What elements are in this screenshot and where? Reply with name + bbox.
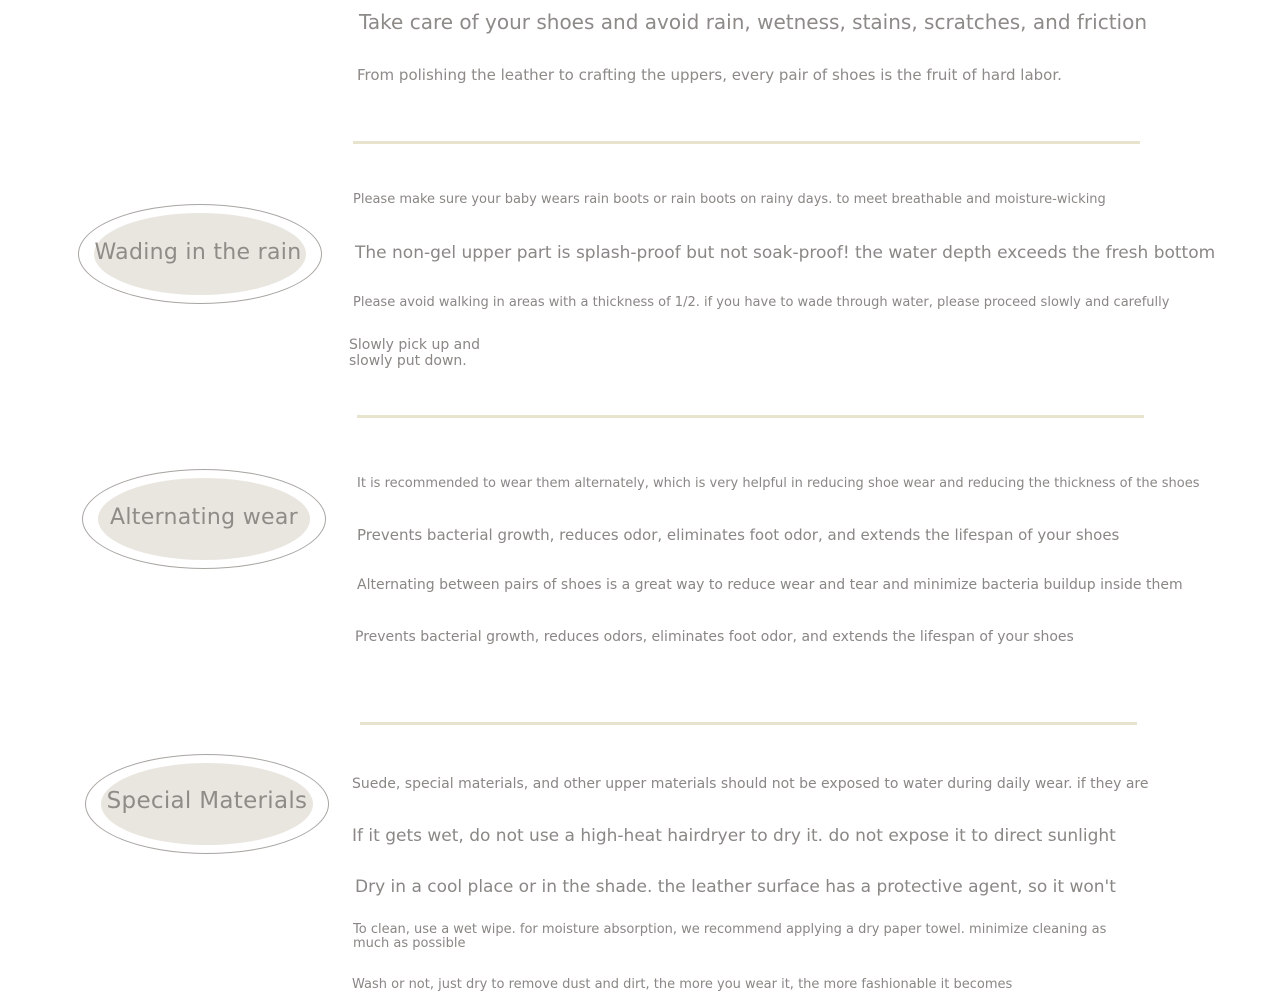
section-divider — [357, 415, 1144, 418]
badge-label: Alternating wear — [110, 504, 298, 530]
materials-line-2: If it gets wet, do not use a high-heat hairdryer to dry it. do not expose it to direct sunlight — [352, 826, 1116, 846]
materials-line-4: To clean, use a wet wipe. for moisture absorption, we recommend applying a dry paper towel. minimize cleaning as much as possible — [353, 922, 1107, 951]
alternating-line-1: It is recommended to wear them alternately, which is very helpful in reducing shoe wear and reducing the thickness of the shoes — [357, 476, 1200, 491]
section-divider — [353, 141, 1140, 144]
rain-line-1: Please make sure your baby wears rain boots or rain boots on rainy days. to meet breathable and moisture-wicking — [353, 192, 1106, 207]
alternating-line-4: Prevents bacterial growth, reduces odors, eliminates foot odor, and extends the lifespan of your shoes — [355, 629, 1074, 645]
section-badge-rain — [78, 204, 322, 304]
section-badge-alternating — [82, 469, 326, 569]
page-subtitle: From polishing the leather to crafting the uppers, every pair of shoes is the fruit of hard labor. — [357, 66, 1062, 84]
materials-line-5: Wash or not, just dry to remove dust and dirt, the more you wear it, the more fashionable it becomes — [352, 977, 1013, 992]
alternating-line-3: Alternating between pairs of shoes is a great way to reduce wear and tear and minimize bacteria buildup inside them — [357, 577, 1183, 593]
materials-line-3: Dry in a cool place or in the shade. the leather surface has a protective agent, so it won't — [355, 877, 1116, 897]
rain-line-3: Please avoid walking in areas with a thickness of 1/2. if you have to wade through water, please proceed slowly and carefully — [353, 295, 1170, 310]
page-title: Take care of your shoes and avoid rain, wetness, stains, scratches, and friction — [359, 10, 1147, 34]
badge-label: Wading in the rain — [94, 239, 302, 265]
materials-line-1: Suede, special materials, and other upper materials should not be exposed to water during daily wear. if they are — [352, 776, 1149, 792]
section-divider — [360, 722, 1137, 725]
badge-fill — [94, 213, 306, 295]
badge-fill — [98, 478, 310, 560]
badge-fill — [101, 763, 313, 845]
rain-line-4: Slowly pick up and slowly put down. — [349, 337, 480, 369]
alternating-line-2: Prevents bacterial growth, reduces odor, eliminates foot odor, and extends the lifespan of your shoes — [357, 526, 1120, 544]
section-badge-special-materials — [85, 754, 329, 854]
rain-line-2: The non-gel upper part is splash-proof but not soak-proof! the water depth exceeds the fresh bottom — [355, 243, 1216, 263]
badge-label: Special Materials — [106, 788, 308, 814]
